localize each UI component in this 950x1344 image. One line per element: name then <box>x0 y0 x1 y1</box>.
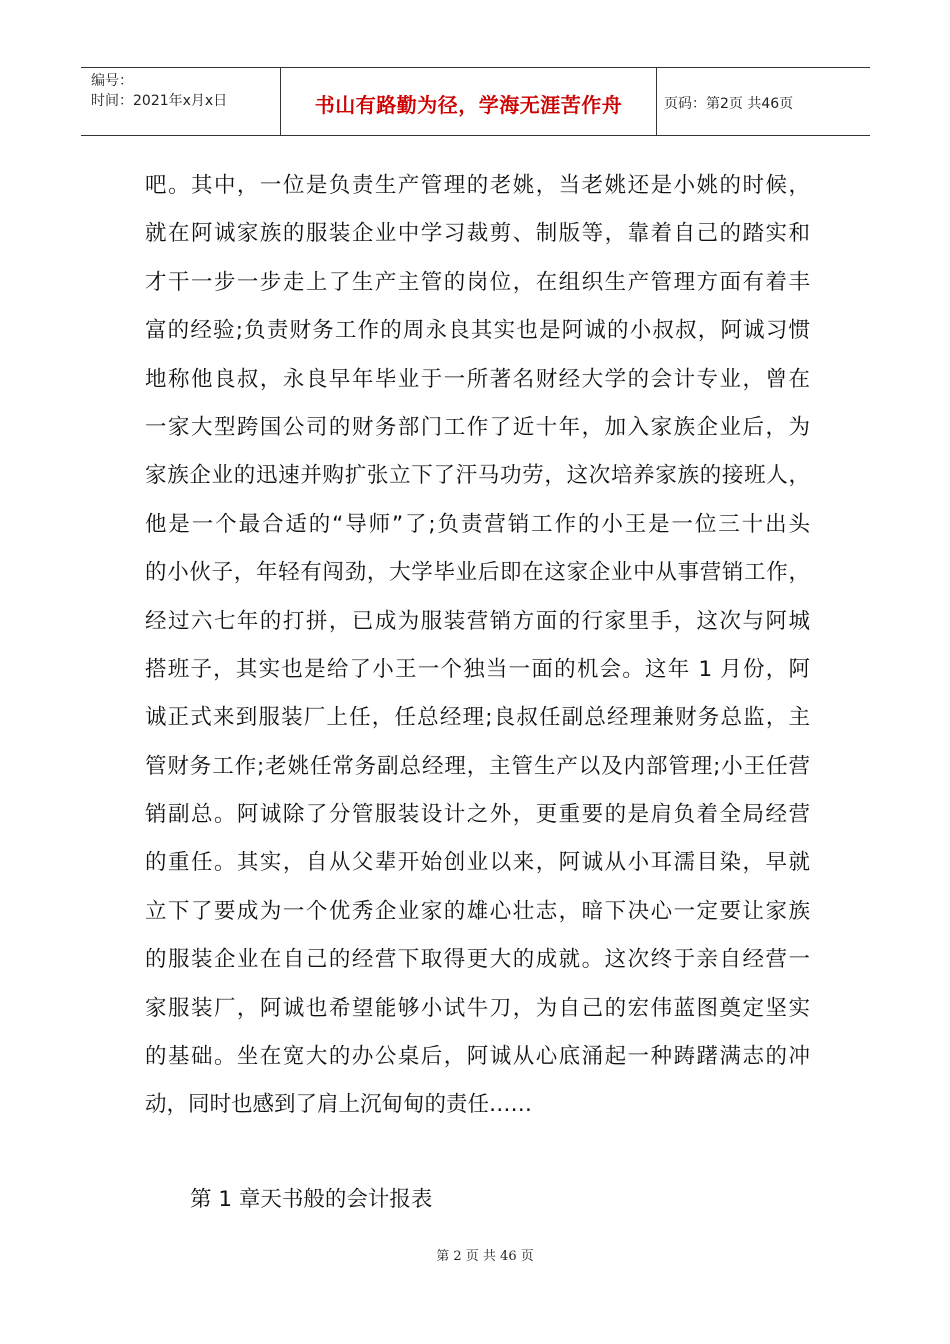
header-page-cell <box>657 68 870 135</box>
text-line: 的服装企业在自己的经营下取得更大的成就。这次终于亲自经营一 <box>145 947 810 973</box>
text-line: 搭班子，其实也是给了小王一个独当一面的机会。这年 1 月份，阿 <box>145 656 810 682</box>
text-line: 一家大型跨国公司的财务部门工作了近十年，加入家族企业后，为 <box>145 414 810 440</box>
serial-number-label: 编号： <box>91 73 133 89</box>
text-line: 地称他良叔，永良早年毕业于一所著名财经大学的会计专业，曾在 <box>145 366 810 392</box>
text-line: 他是一个最合适的“导师”了;负责营销工作的小王是一位三十出头 <box>145 511 810 537</box>
text-line: 富的经验;负责财务工作的周永良其实也是阿诚的小叔叔，阿诚习惯 <box>145 318 810 344</box>
text-line: 的基础。坐在宽大的办公桌后，阿诚从心底涌起一种踌躇满志的冲 <box>145 1044 810 1070</box>
text-line: 管财务工作;老姚任常务副总经理，主管生产以及内部管理;小王任营 <box>145 753 810 779</box>
text-line: 经过六七年的打拼，已成为服装营销方面的行家里手，这次与阿城 <box>145 608 810 634</box>
body-text <box>145 162 810 1130</box>
text-line: 的重任。其实，自从父辈开始创业以来，阿诚从小耳濡目染，早就 <box>145 850 810 876</box>
chapter-title: 第 1 章天书般的会计报表 <box>190 1187 433 1212</box>
motto-text: 书山有路勤为径，学海无涯苦作舟 <box>314 93 623 117</box>
text-line: 家族企业的迅速并购扩张立下了汗马功劳，这次培养家族的接班人， <box>145 463 810 489</box>
text-line: 诚正式来到服装厂上任，任总经理;良叔任副总经理兼财务总监，主 <box>145 705 810 731</box>
text-line: 家服装厂，阿诚也希望能够小试牛刀，为自己的宏伟蓝图奠定坚实 <box>145 995 810 1021</box>
text-line: 的小伙子，年轻有闯劲，大学毕业后即在这家企业中从事营销工作， <box>145 560 810 586</box>
header-meta-cell <box>81 68 281 135</box>
time-label: 时间：2021年x月x日 <box>91 93 228 109</box>
text-line: 吧。其中，一位是负责生产管理的老姚，当老姚还是小姚的时候， <box>145 173 810 198</box>
text-line: 销副总。阿诚除了分管服装设计之外，更重要的是肩负着全局经营 <box>145 802 810 828</box>
page-footer: 第 2 页 共 46 页 <box>436 1249 534 1264</box>
header-motto-cell <box>281 68 657 135</box>
text-line: 才干一步一步走上了生产主管的岗位，在组织生产管理方面有着丰 <box>145 269 810 295</box>
text-line: 动，同时也感到了肩上沉甸甸的责任…… <box>145 1092 533 1118</box>
text-line: 立下了要成为一个优秀企业家的雄心壮志，暗下决心一定要让家族 <box>145 898 810 924</box>
page-info: 页码：第2页 共46页 <box>664 95 794 112</box>
text-line: 就在阿诚家族的服装企业中学习裁剪、制版等，靠着自己的踏实和 <box>145 221 810 247</box>
page-header <box>81 67 870 136</box>
